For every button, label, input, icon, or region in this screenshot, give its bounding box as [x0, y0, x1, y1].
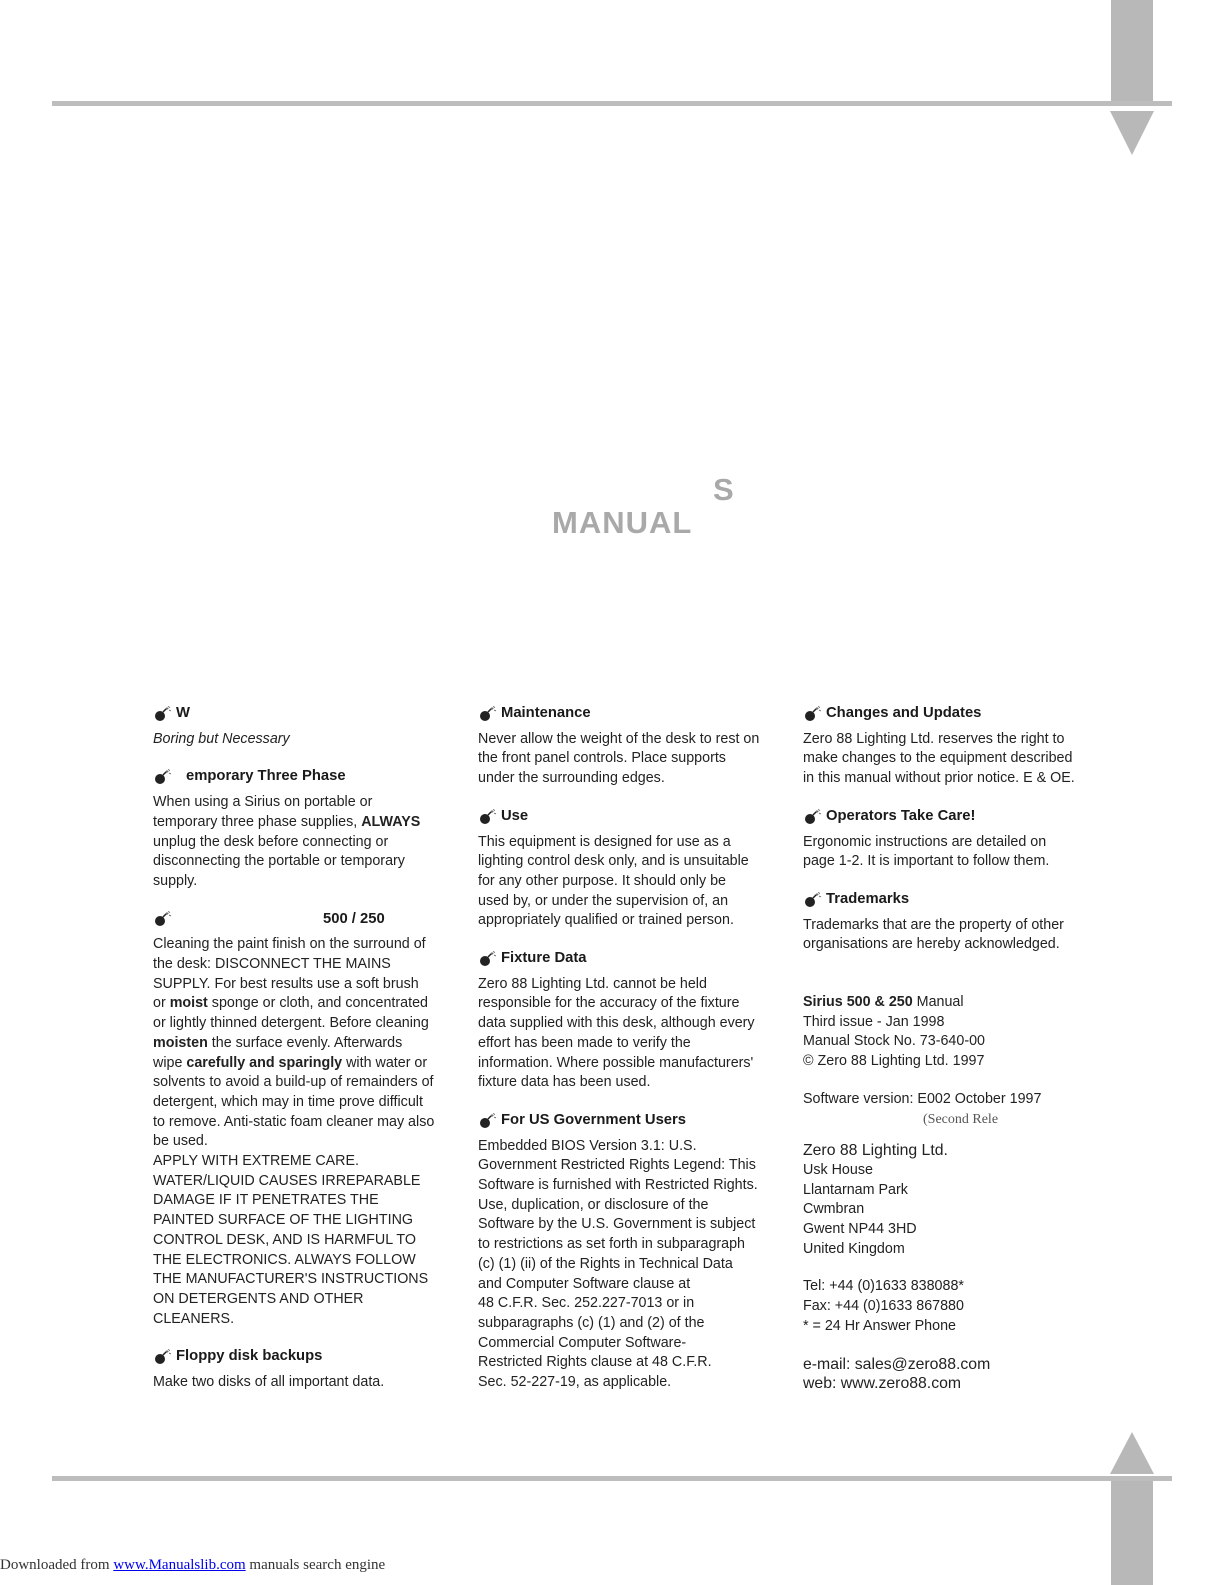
- trademarks-heading: Trademarks: [826, 890, 910, 907]
- bottom-grey-tab: [1111, 1481, 1153, 1585]
- text-line: the surface evenly. Afterwards: [207, 1034, 403, 1051]
- company-name: Zero 88 Lighting Ltd.: [803, 1142, 948, 1160]
- text-line: lighting control desk only, and is unsuitable: [478, 853, 749, 870]
- maintenance-text: [478, 730, 780, 789]
- title-manual: MANUAL: [552, 505, 693, 540]
- text-line: ON DETERGENTS AND OTHER: [153, 1290, 364, 1307]
- bomb-icon: [803, 706, 823, 722]
- fax: Fax: +44 (0)1633 867880: [803, 1298, 964, 1315]
- text-line: with water or: [342, 1054, 428, 1071]
- bomb-icon: [153, 706, 173, 722]
- use-text: [478, 833, 780, 932]
- text-line: DAMAGE IF IT PENETRATES THE: [153, 1192, 379, 1209]
- text-line: CONTROL DESK, AND IS HARMFUL TO: [153, 1231, 416, 1248]
- up-triangle-icon: [1110, 1432, 1154, 1474]
- bottom-rule: [52, 1476, 1172, 1481]
- answer-phone-note: * = 24 Hr Answer Phone: [803, 1317, 956, 1334]
- manual-info: [803, 993, 1103, 1072]
- company-address: [803, 1141, 1103, 1259]
- text-line: Use, duplication, or disclosure of the: [478, 1196, 709, 1213]
- trademarks-text: [803, 916, 1103, 955]
- warning-subtitle: Boring but Necessary: [153, 730, 290, 747]
- text-line: PAINTED SURFACE OF THE LIGHTING: [153, 1212, 414, 1229]
- text-line: CLEANERS.: [153, 1310, 235, 1327]
- software-info: [803, 1090, 1103, 1129]
- fixture-data-text: [478, 975, 780, 1093]
- section-heading: [478, 949, 780, 969]
- text-line: This equipment is designed for use as a: [478, 833, 731, 850]
- text-line: detergent, which may in time prove difficult: [153, 1093, 423, 1110]
- bomb-icon: [478, 706, 498, 722]
- text-line: Zero 88 Lighting Ltd. cannot be held: [478, 975, 707, 992]
- text-line: responsible for the accuracy of the fixture: [478, 995, 740, 1012]
- text-line: to remove. Anti-static foam cleaner may also: [153, 1113, 435, 1130]
- text-line: effort has been made to verify the: [478, 1034, 691, 1051]
- telephone: Tel: +44 (0)1633 838088*: [803, 1278, 964, 1295]
- text-line: Trademarks that are the property of other: [803, 916, 1064, 933]
- column-right: [803, 704, 1103, 1412]
- text-line: Sec. 52-227-19, as applicable.: [478, 1374, 672, 1391]
- copyright: © Zero 88 Lighting Ltd. 1997: [803, 1053, 985, 1070]
- us-government-text: [478, 1137, 780, 1393]
- column-left: [153, 704, 451, 1411]
- section-heading: [478, 704, 780, 724]
- bomb-icon: [803, 809, 823, 825]
- text-line: in this manual without prior notice. E & OE.: [803, 770, 1075, 787]
- text-line: used by, or under the supervision of, an: [478, 892, 729, 909]
- bomb-icon: [153, 1349, 173, 1365]
- text-line: THE MANUFACTURER'S INSTRUCTIONS: [153, 1271, 429, 1288]
- title-fragment: S: [713, 472, 734, 507]
- contact-phones: [803, 1277, 1103, 1336]
- download-footer: [0, 1557, 385, 1574]
- text-line: Software is furnished with Restricted Rights.: [478, 1177, 758, 1194]
- text-line: THE ELECTRONICS. ALWAYS FOLLOW: [153, 1251, 416, 1268]
- website: web: www.zero88.com: [803, 1375, 962, 1393]
- text-line: Never allow the weight of the desk to rest on: [478, 730, 760, 747]
- section-heading: [153, 767, 451, 787]
- text-line: to restrictions as set forth in subparagraph: [478, 1236, 746, 1253]
- section-heading: [803, 890, 1103, 910]
- footer-suffix: manuals search engine: [245, 1557, 386, 1573]
- address-line: Usk House: [803, 1161, 873, 1178]
- text-line: Cleaning the paint finish on the surround of: [153, 936, 426, 953]
- text-line: for any other purpose. It should only be: [478, 872, 726, 889]
- text-line: Zero 88 Lighting Ltd. reserves the right to: [803, 730, 1065, 747]
- changes-text: [803, 730, 1103, 789]
- text-line: WATER/LIQUID CAUSES IRREPARABLE: [153, 1172, 421, 1189]
- down-triangle-icon: [1110, 111, 1154, 155]
- bomb-icon: [803, 892, 823, 908]
- us-government-heading: For US Government Users: [501, 1111, 687, 1128]
- address-line: Gwent NP44 3HD: [803, 1221, 917, 1238]
- text-line: organisations are hereby acknowledged.: [803, 936, 1060, 953]
- bomb-icon: [478, 1113, 498, 1129]
- footer-prefix: Downloaded from: [0, 1557, 114, 1573]
- top-grey-tab: [1111, 0, 1153, 104]
- temporary-three-phase-heading: emporary Three Phase: [186, 768, 346, 785]
- text-line: Ergonomic instructions are detailed on: [803, 833, 1047, 850]
- emphasis: ALWAYS: [361, 813, 421, 830]
- column-middle: [478, 704, 780, 1411]
- text-line: Restricted Rights clause at 48 C.F.R.: [478, 1354, 712, 1371]
- text-line: When using a Sirius on portable or: [153, 794, 373, 811]
- section-heading: [153, 910, 451, 930]
- text-line: the front panel controls. Place supports: [478, 750, 726, 767]
- section-heading: [153, 1347, 451, 1367]
- section-heading: [153, 704, 451, 724]
- address-line: Llantarnam Park: [803, 1181, 908, 1198]
- text-line: sponge or cloth, and concentrated: [207, 995, 428, 1012]
- text-line: temporary three phase supplies,: [153, 813, 362, 830]
- bomb-icon: [478, 951, 498, 967]
- cleaning-text: [153, 935, 451, 1329]
- operators-text: [803, 833, 1103, 872]
- section-heading: [478, 807, 780, 827]
- operators-heading: Operators Take Care!: [826, 807, 976, 824]
- text-line: supply.: [153, 872, 198, 889]
- bomb-icon: [478, 809, 498, 825]
- text-line: make changes to the equipment described: [803, 750, 1073, 767]
- maintenance-heading: Maintenance: [501, 705, 591, 721]
- email: e-mail: sales@zero88.com: [803, 1355, 991, 1373]
- text-line: be used.: [153, 1133, 208, 1150]
- software-version: Software version: E002 October 1997: [803, 1090, 1042, 1107]
- cleaning-heading: 500 / 250: [323, 910, 385, 927]
- floppy-heading: Floppy disk backups: [176, 1348, 323, 1365]
- text-line: Manual: [912, 994, 964, 1011]
- emphasis: moisten: [153, 1034, 208, 1051]
- text-line: APPLY WITH EXTREME CARE.: [153, 1153, 360, 1170]
- changes-heading: Changes and Updates: [826, 705, 982, 721]
- bomb-icon: [153, 911, 173, 927]
- text-line: page 1-2. It is important to follow them.: [803, 853, 1050, 870]
- temporary-three-phase-text: [153, 793, 451, 892]
- text-line: subparagraphs (c) (1) and (2) of the: [478, 1314, 705, 1331]
- address-line: Cwmbran: [803, 1201, 865, 1218]
- text-line: unplug the desk before connecting or: [153, 833, 389, 850]
- text-line: Commercial Computer Software-: [478, 1334, 687, 1351]
- release-note: (Second Rele: [923, 1111, 999, 1127]
- text-line: data supplied with this desk, although every: [478, 1015, 755, 1032]
- emphasis: moist: [169, 995, 208, 1012]
- section-heading: [803, 704, 1103, 724]
- text-line: fixture data has been used.: [478, 1074, 651, 1091]
- section-heading: [803, 807, 1103, 827]
- stock-number: Manual Stock No. 73-640-00: [803, 1033, 985, 1050]
- text-line: (c) (1) (ii) of the Rights in Technical Data: [478, 1255, 733, 1272]
- text-line: information. Where possible manufacturers': [478, 1054, 754, 1071]
- bomb-icon: [153, 769, 173, 785]
- text-line: or lightly thinned detergent. Before cleaning: [153, 1015, 429, 1032]
- text-line: appropriately qualified or trained person.: [478, 912, 734, 929]
- text-line: Government Restricted Rights Legend: This: [478, 1157, 756, 1174]
- text-line: solvents to avoid a build-up of remainders of: [153, 1074, 434, 1091]
- manual-product-name: Sirius 500 & 250: [803, 994, 913, 1011]
- text-line: under the surrounding edges.: [478, 770, 665, 787]
- use-heading: Use: [501, 807, 529, 824]
- section-heading: [478, 1111, 780, 1131]
- text-line: SUPPLY. For best results use a soft brush: [153, 975, 419, 992]
- text-line: wipe: [153, 1054, 187, 1071]
- warning-heading: W: [176, 705, 190, 721]
- text-line: and Computer Software clause at: [478, 1275, 691, 1292]
- fixture-data-heading: Fixture Data: [501, 950, 587, 967]
- floppy-text: Make two disks of all important data.: [153, 1374, 385, 1391]
- text-line: Embedded BIOS Version 3.1: U.S.: [478, 1137, 697, 1154]
- issue-line: Third issue - Jan 1998: [803, 1013, 945, 1030]
- top-rule: [52, 101, 1172, 106]
- address-line: United Kingdom: [803, 1240, 905, 1257]
- text-line: the desk: DISCONNECT THE MAINS: [153, 956, 391, 973]
- text-line: or: [153, 995, 170, 1012]
- text-line: 48 C.F.R. Sec. 252.227-7013 or in: [478, 1295, 695, 1312]
- text-line: disconnecting the portable or temporary: [153, 853, 405, 870]
- text-line: Software by the U.S. Government is subject: [478, 1216, 756, 1233]
- manualslib-link[interactable]: www.Manualslib.com: [113, 1557, 246, 1573]
- contact-online: [803, 1355, 1103, 1394]
- emphasis: carefully and sparingly: [186, 1054, 343, 1071]
